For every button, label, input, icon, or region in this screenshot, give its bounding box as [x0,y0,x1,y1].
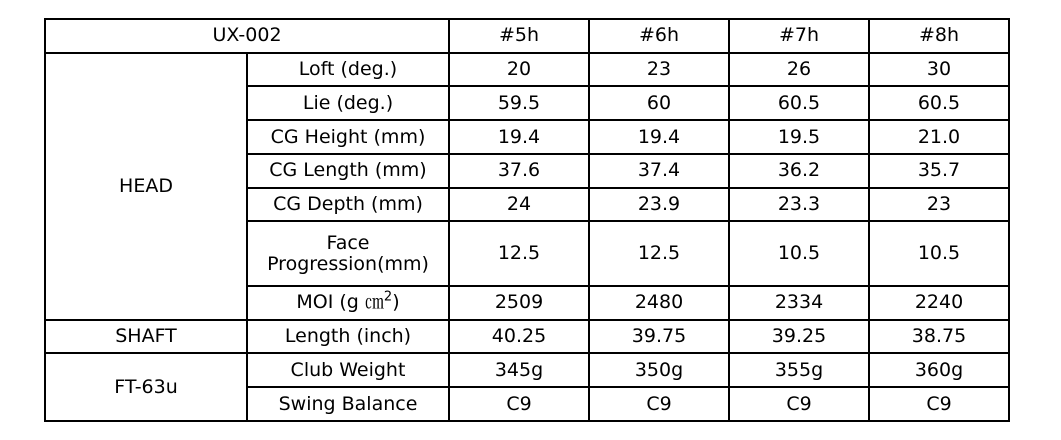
value-loft-8h: 30 [869,53,1009,87]
category-shaft: SHAFT [45,320,247,354]
value-moi-7h: 2334 [729,286,869,320]
value-lie-8h: 60.5 [869,86,1009,120]
param-face-progression: Face Progression(mm) [247,221,449,286]
param-cg-length: CG Length (mm) [247,154,449,188]
club-header-8h: #8h [869,19,1009,53]
table-row-header [45,19,1009,53]
value-loft-6h: 23 [589,53,729,87]
value-length-6h: 39.75 [589,320,729,354]
club-header-6h: #6h [589,19,729,53]
value-face-progression-6h: 12.5 [589,221,729,286]
param-club-weight: Club Weight [247,353,449,387]
value-cg-length-7h: 36.2 [729,154,869,188]
value-cg-length-6h: 37.4 [589,154,729,188]
param-moi-superscript: 2 [383,290,393,306]
model-name-cell: UX-002 [45,19,449,53]
value-moi-8h: 2240 [869,286,1009,320]
club-header-7h: #7h [729,19,869,53]
value-cg-height-6h: 19.4 [589,120,729,154]
value-length-8h: 38.75 [869,320,1009,354]
value-cg-depth-8h: 23 [869,188,1009,222]
value-face-progression-8h: 10.5 [869,221,1009,286]
table-row [45,353,1009,387]
value-lie-5h: 59.5 [449,86,589,120]
param-swing-balance: Swing Balance [247,387,449,421]
category-grip: FT-63u [45,353,247,421]
club-header-5h: #5h [449,19,589,53]
value-cg-height-8h: 21.0 [869,120,1009,154]
param-moi-tail: ) [392,291,400,314]
value-swing-balance-8h: C9 [869,387,1009,421]
value-face-progression-7h: 10.5 [729,221,869,286]
value-face-progression-5h: 12.5 [449,221,589,286]
value-loft-7h: 26 [729,53,869,87]
value-swing-balance-5h: C9 [449,387,589,421]
specification-table [44,18,1010,422]
value-cg-height-5h: 19.4 [449,120,589,154]
value-loft-5h: 20 [449,53,589,87]
value-cg-height-7h: 19.5 [729,120,869,154]
specification-table-container [44,18,1010,422]
value-swing-balance-6h: C9 [589,387,729,421]
category-head: HEAD [45,53,247,320]
value-lie-6h: 60 [589,86,729,120]
param-cg-height: CG Height (mm) [247,120,449,154]
param-moi [247,286,449,320]
value-length-7h: 39.25 [729,320,869,354]
value-moi-6h: 2480 [589,286,729,320]
value-cg-depth-7h: 23.3 [729,188,869,222]
value-length-5h: 40.25 [449,320,589,354]
value-lie-7h: 60.5 [729,86,869,120]
param-loft: Loft (deg.) [247,53,449,87]
value-cg-depth-6h: 23.9 [589,188,729,222]
value-club-weight-8h: 360g [869,353,1009,387]
value-moi-5h: 2509 [449,286,589,320]
value-club-weight-6h: 350g [589,353,729,387]
param-moi-text: MOI (g ㎝ [296,291,384,314]
value-cg-depth-5h: 24 [449,188,589,222]
table-row [45,320,1009,354]
value-club-weight-5h: 345g [449,353,589,387]
value-cg-length-8h: 35.7 [869,154,1009,188]
param-lie: Lie (deg.) [247,86,449,120]
value-swing-balance-7h: C9 [729,387,869,421]
param-length: Length (inch) [247,320,449,354]
value-cg-length-5h: 37.6 [449,154,589,188]
value-club-weight-7h: 355g [729,353,869,387]
table-row [45,53,1009,87]
param-cg-depth: CG Depth (mm) [247,188,449,222]
